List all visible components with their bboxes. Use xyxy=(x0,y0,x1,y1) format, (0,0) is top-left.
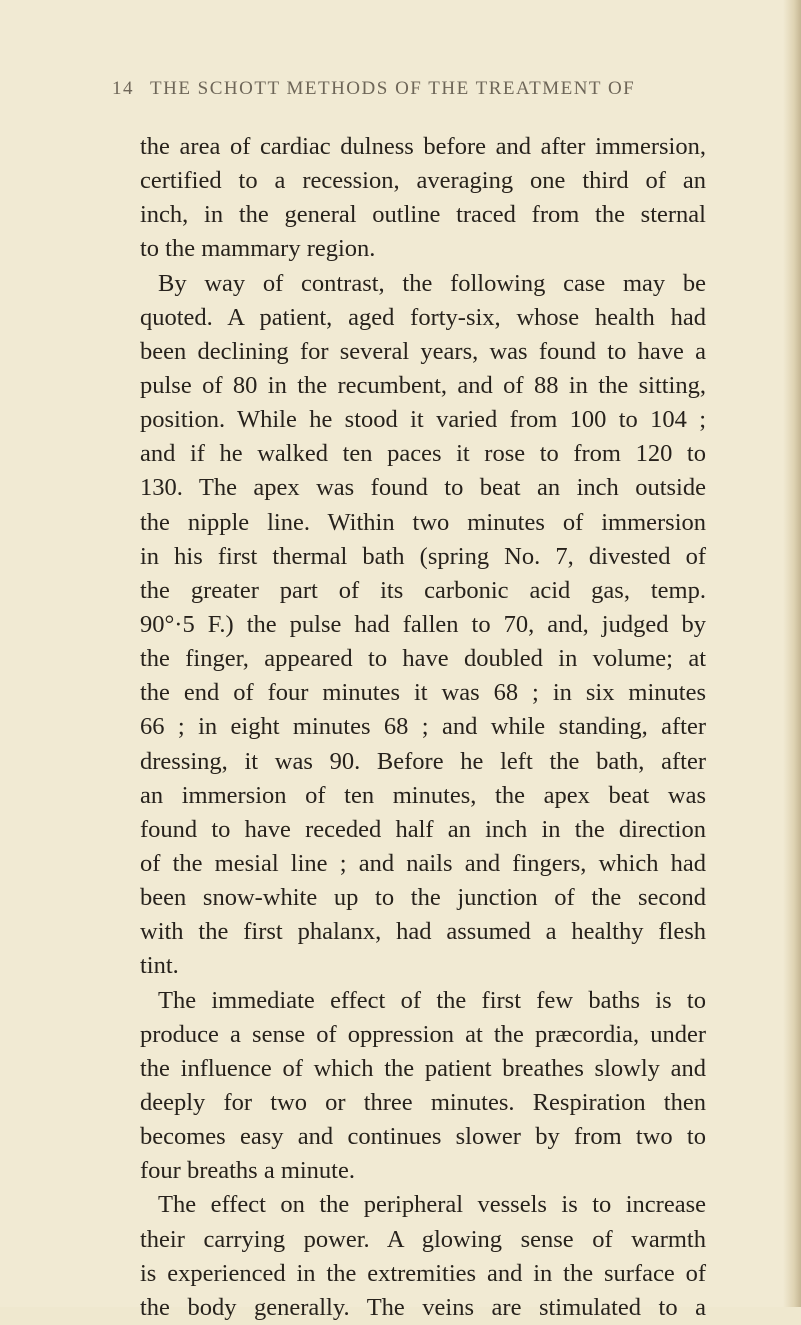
text-line: inch, in the general outline traced from the sternal xyxy=(140,201,706,229)
text-line: becomes easy and continues slower by from two to xyxy=(140,1123,706,1151)
text-line: the area of cardiac dulness before and after immersion, xyxy=(140,133,706,160)
text-line: position. While he stood it varied from 100 to 104 ; xyxy=(140,406,706,434)
text-line: 66 ; in eight minutes 68 ; and while standing, after xyxy=(140,713,706,741)
text-line: been declining for several years, was found to have a xyxy=(140,337,706,365)
text-line: four breaths a minute. xyxy=(140,1157,355,1185)
text-line: been snow-white up to the junction of the second xyxy=(140,884,706,912)
text-line: and if he walked ten paces it rose to from 120 to xyxy=(140,440,706,468)
text-line: to the mammary region. xyxy=(140,235,376,263)
text-line: dressing, it was 90. Before he left the bath, after xyxy=(140,747,706,775)
page-edge-shadow xyxy=(783,0,801,1307)
text-line: with the first phalanx, had assumed a healthy flesh xyxy=(140,918,706,946)
text-line: The immediate effect of the first few baths is to xyxy=(158,986,706,1014)
text-line: quoted. A patient, aged forty-six, whose health had xyxy=(140,303,706,331)
text-line: found to have receded half an inch in the direction xyxy=(140,815,706,843)
running-title: THE SCHOTT METHODS OF THE TREATMENT OF xyxy=(150,78,636,99)
text-line: The effect on the peripheral vessels is to increase xyxy=(158,1191,706,1219)
text-line: the end of four minutes it was 68 ; in six minutes xyxy=(140,679,706,707)
text-line: deeply for two or three minutes. Respiration then xyxy=(140,1088,706,1116)
text-line: 130. The apex was found to beat an inch outside xyxy=(140,474,706,502)
text-line: By way of contrast, the following case may be xyxy=(158,269,706,297)
body-text xyxy=(140,130,706,1325)
text-line: 90°·5 F.) the pulse had fallen to 70, and, judged by xyxy=(140,610,706,638)
text-line: their carrying power. A glowing sense of warmth xyxy=(140,1225,706,1253)
text-line: produce a sense of oppression at the præcordia, under xyxy=(140,1020,706,1048)
running-head xyxy=(112,78,712,108)
text-line: the nipple line. Within two minutes of immersion xyxy=(140,508,706,536)
text-line: tint. xyxy=(140,952,179,980)
text-line: pulse of 80 in the recumbent, and of 88 in the sitting, xyxy=(140,371,706,399)
page-number: 14 xyxy=(112,78,134,99)
text-line: the body generally. The veins are stimulated to a xyxy=(140,1293,706,1321)
text-line: in his first thermal bath (spring No. 7, divested of xyxy=(140,542,706,570)
text-line: the influence of which the patient breathes slowly and xyxy=(140,1054,706,1082)
text-line: of the mesial line ; and nails and fingers, which had xyxy=(140,849,706,877)
text-line: certified to a recession, averaging one third of an xyxy=(140,167,706,195)
text-line: an immersion of ten minutes, the apex beat was xyxy=(140,781,706,809)
text-line: the greater part of its carbonic acid gas, temp. xyxy=(140,576,706,604)
text-line: is experienced in the extremities and in the surface of xyxy=(140,1259,706,1287)
text-line: the finger, appeared to have doubled in volume; at xyxy=(140,645,706,673)
